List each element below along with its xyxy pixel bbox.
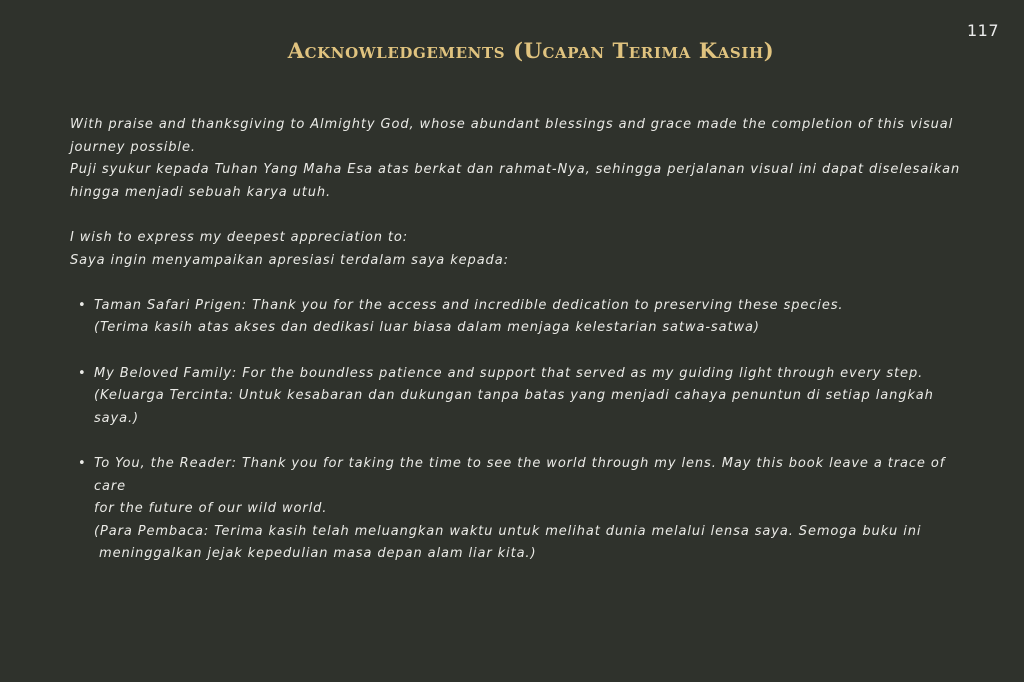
spacer [70, 340, 970, 363]
bullet-english-line: To You, the Reader: Thank you for taking the time to see the world through my lens. May this book leave a trace of care [94, 455, 946, 494]
page-number: 117 [966, 21, 999, 40]
intro-indonesian-line-2: hingga menjadi sebuah karya utuh. [70, 184, 332, 200]
bullet-dot-icon: • [78, 365, 87, 381]
bullet-item-reader [70, 453, 970, 566]
bullet-item-family [70, 363, 970, 431]
bullet-indonesian-line: (Terima kasih atas akses dan dedikasi luar biasa dalam menjaga kelestarian satwa-satwa) [94, 320, 760, 336]
bullet-indonesian-line: (Keluarga Tercinta: Untuk kesabaran dan dukungan tanpa batas yang menjadi cahaya penuntun di setiap langkah saya.) [94, 388, 934, 426]
appreciation-indonesian: Saya ingin menyampaikan apresiasi terdalam saya kepada: [70, 252, 509, 268]
intro-english-line-1: With praise and thanksgiving to Almighty God, whose abundant blessings and grace made the completion of this visual [70, 117, 954, 132]
intro-indonesian-line-1: Puji syukur kepada Tuhan Yang Maha Esa atas berkat dan rahmat-Nya, sehingga perjalanan visual ini dapat diselesaikan [70, 162, 961, 178]
spacer [70, 430, 970, 453]
bullet-english-line: for the future of our wild world. [94, 501, 328, 517]
bullet-english-line: My Beloved Family: For the boundless patience and support that served as my guiding light through every step. [94, 365, 924, 381]
acknowledgements-body [70, 114, 970, 566]
spacer [70, 204, 970, 227]
intro-english-line-2: journey possible. [70, 139, 196, 155]
bullet-dot-icon: • [78, 297, 87, 313]
bullet-indonesian-line: meninggalkan jejak kepedulian masa depan alam liar kita.) [99, 546, 537, 562]
bullet-item-taman-safari [70, 295, 970, 340]
bullet-dot-icon: • [78, 455, 87, 471]
bullet-indonesian-line: (Para Pembaca: Terima kasih telah meluangkan waktu untuk melihat dunia melalui lensa saya. Semoga buku ini [94, 523, 922, 539]
appreciation-english: I wish to express my deepest appreciation to: [70, 229, 408, 245]
spacer [70, 272, 970, 295]
page-title: Acknowledgements (Ucapan Terima Kasih) [287, 38, 775, 63]
bullet-english-line: Taman Safari Prigen: Thank you for the access and incredible dedication to preserving these species. [94, 297, 844, 313]
